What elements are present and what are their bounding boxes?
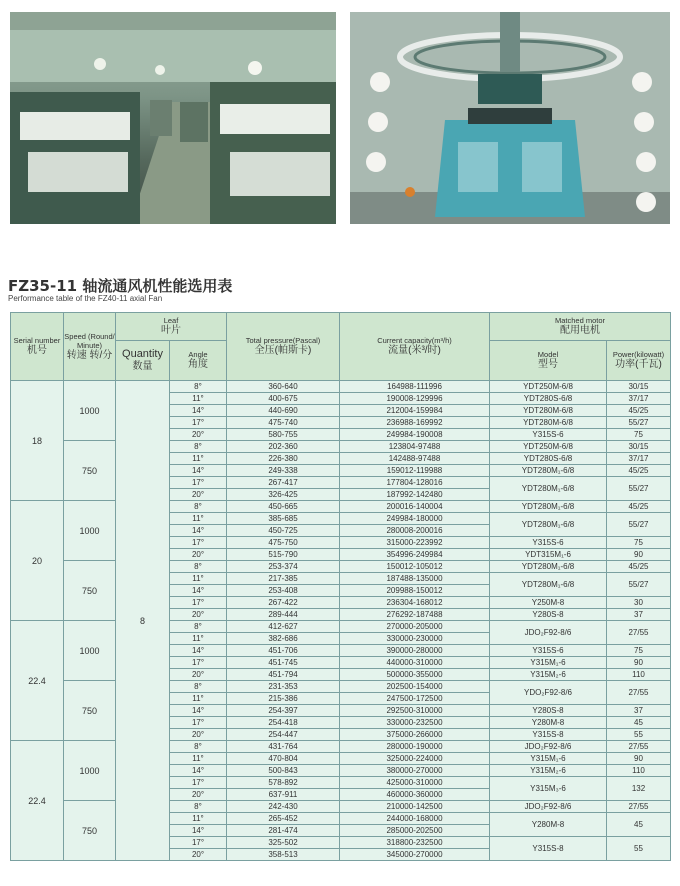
motor-power-cell: 55/27 [607,513,671,537]
pressure-cell: 515-790 [227,549,340,561]
angle-cell: 8° [170,741,227,753]
motor-model-cell: YDT280S-6/8 [490,393,607,405]
capacity-cell: 202500-154000 [340,681,490,693]
motor-model-cell: YDT280M-6/8 [490,405,607,417]
pressure-cell: 450-665 [227,501,340,513]
angle-cell: 17° [170,597,227,609]
motor-model-cell: YDO₂F92-8/6 [490,681,607,705]
capacity-cell: 142488-97488 [340,453,490,465]
motor-power-cell: 45/25 [607,465,671,477]
pressure-cell: 253-374 [227,561,340,573]
speed-cell: 750 [64,681,116,741]
motor-model-cell: Y315M₂-6 [490,765,607,777]
motor-power-cell: 75 [607,645,671,657]
motor-power-cell: 110 [607,669,671,681]
capacity-cell: 375000-266000 [340,729,490,741]
motor-model-cell: JDO₂F92-8/6 [490,741,607,753]
header-leaf [116,313,227,341]
pressure-cell: 267-417 [227,477,340,489]
angle-cell: 20° [170,729,227,741]
motor-power-cell: 37/17 [607,453,671,465]
motor-model-cell: YDT280M₁-6/8 [490,513,607,537]
pressure-cell: 470-804 [227,753,340,765]
capacity-cell: 247500-172500 [340,693,490,705]
motor-model-cell: Y315M₂-6 [490,669,607,681]
angle-cell: 11° [170,513,227,525]
capacity-cell: 210000-142500 [340,801,490,813]
motor-power-cell: 75 [607,537,671,549]
capacity-cell: 500000-355000 [340,669,490,681]
motor-power-cell: 45 [607,717,671,729]
header-pressure-en: Total pressure(Pascal) [245,336,321,345]
motor-power-cell: 37 [607,609,671,621]
motor-power-cell: 55 [607,837,671,861]
pressure-cell: 475-740 [227,417,340,429]
header-capacity [340,313,490,381]
pressure-cell: 358-513 [227,849,340,861]
pressure-cell: 326-425 [227,489,340,501]
motor-power-cell: 90 [607,549,671,561]
capacity-cell: 159012-119988 [340,465,490,477]
angle-cell: 14° [170,825,227,837]
motor-power-cell: 27/55 [607,801,671,813]
header-quantity-cn: 数量 [132,361,153,373]
header-speed-cn: 转速 转/分 [66,349,113,361]
pressure-cell: 281-474 [227,825,340,837]
motor-model-cell: YDT315M₁-6 [490,549,607,561]
motor-model-cell: Y315M₃-6 [490,777,607,801]
header-serial-number [11,313,64,381]
capacity-cell: 276292-187488 [340,609,490,621]
pressure-cell: 253-408 [227,585,340,597]
motor-power-cell: 27/55 [607,741,671,753]
angle-cell: 11° [170,453,227,465]
capacity-cell: 270000-205000 [340,621,490,633]
motor-model-cell: Y315M₁-6 [490,657,607,669]
header-power [607,341,671,381]
pressure-cell: 254-418 [227,717,340,729]
pressure-cell: 289-444 [227,609,340,621]
angle-cell: 8° [170,381,227,393]
motor-model-cell: Y315S-8 [490,729,607,741]
angle-cell: 8° [170,561,227,573]
table-subtitle: Performance table of the FZ40-11 axial Fan [8,294,163,303]
table-row [11,501,671,513]
motor-power-cell: 45/25 [607,405,671,417]
pressure-cell: 451-794 [227,669,340,681]
pressure-cell: 215-386 [227,693,340,705]
pressure-cell: 580-755 [227,429,340,441]
motor-power-cell: 55 [607,729,671,741]
motor-model-cell: Y315S-6 [490,537,607,549]
capacity-cell: 212004-159984 [340,405,490,417]
pressure-cell: 451-706 [227,645,340,657]
header-total-pressure [227,313,340,381]
capacity-cell: 390000-280000 [340,645,490,657]
motor-model-cell: JDO₂F92-8/6 [490,621,607,645]
motor-power-cell: 55/27 [607,477,671,501]
motor-model-cell: YDT280M₁-6/8 [490,465,607,477]
angle-cell: 17° [170,777,227,789]
motor-power-cell: 27/55 [607,681,671,705]
motor-power-cell: 45/25 [607,561,671,573]
header-power-en: Power(kilowatt) [612,350,665,359]
capacity-cell: 177804-128016 [340,477,490,489]
table-row [11,441,671,453]
capacity-cell: 285000-202500 [340,825,490,837]
motor-power-cell: 110 [607,765,671,777]
motor-power-cell: 90 [607,657,671,669]
pressure-cell: 637-911 [227,789,340,801]
motor-power-cell: 30/15 [607,381,671,393]
header-motor-cn: 配用电机 [560,325,600,336]
pressure-cell: 412-627 [227,621,340,633]
capacity-cell: 249984-190008 [340,429,490,441]
table-row [11,741,671,753]
motor-power-cell: 37/17 [607,393,671,405]
capacity-cell: 187992-142480 [340,489,490,501]
motor-model-cell: Y315S-6 [490,645,607,657]
quantity-cell: 8 [116,381,170,861]
capacity-cell: 123804-97488 [340,441,490,453]
angle-cell: 14° [170,585,227,597]
capacity-cell: 209988-150012 [340,585,490,597]
capacity-cell: 325000-224000 [340,753,490,765]
angle-cell: 17° [170,417,227,429]
header-model [490,341,607,381]
pressure-cell: 450-725 [227,525,340,537]
capacity-cell: 244000-168000 [340,813,490,825]
capacity-cell: 292500-310000 [340,705,490,717]
motor-power-cell: 55/27 [607,573,671,597]
angle-cell: 20° [170,429,227,441]
speed-cell: 1000 [64,741,116,801]
serial-number-cell: 18 [11,381,64,501]
motor-power-cell: 45/25 [607,501,671,513]
motor-model-cell: Y315S-8 [490,837,607,861]
header-leaf-cn: 叶片 [161,325,181,336]
angle-cell: 17° [170,657,227,669]
capacity-cell: 425000-310000 [340,777,490,789]
header-capacity-cn: 流量(米³/时) [388,345,441,356]
motor-model-cell: Y315M₁-6 [490,753,607,765]
header-matched-motor [490,313,671,341]
header-speed-en: Speed (Round/ Minute) [64,331,115,350]
pressure-cell: 254-397 [227,705,340,717]
header-serial-cn: 机号 [27,345,47,356]
angle-cell: 11° [170,813,227,825]
angle-cell: 11° [170,693,227,705]
speed-cell: 1000 [64,381,116,441]
motor-model-cell: YDT280M₁-6/8 [490,477,607,501]
capacity-cell: 236988-169992 [340,417,490,429]
speed-cell: 1000 [64,621,116,681]
motor-power-cell: 55/27 [607,417,671,429]
pressure-cell: 400-675 [227,393,340,405]
table-row [11,681,671,693]
motor-power-cell: 30 [607,597,671,609]
capacity-cell: 440000-310000 [340,657,490,669]
pressure-cell: 578-892 [227,777,340,789]
header-leaf-en: Leaf [163,316,179,325]
knitting-machine-illustration [350,12,670,224]
pressure-cell: 325-502 [227,837,340,849]
motor-power-cell: 132 [607,777,671,801]
motor-model-cell: Y250M-8 [490,597,607,609]
capacity-cell: 318800-232500 [340,837,490,849]
angle-cell: 11° [170,573,227,585]
angle-cell: 14° [170,525,227,537]
pressure-cell: 265-452 [227,813,340,825]
capacity-cell: 249984-180000 [340,513,490,525]
angle-cell: 11° [170,633,227,645]
motor-model-cell: Y315S-6 [490,429,607,441]
pressure-cell: 231-353 [227,681,340,693]
table-row [11,381,671,393]
header-angle [170,341,227,381]
angle-cell: 11° [170,393,227,405]
angle-cell: 20° [170,489,227,501]
angle-cell: 17° [170,717,227,729]
weaving-workshop-photo [10,12,336,224]
serial-number-cell: 22.4 [11,741,64,861]
capacity-cell: 187488-135000 [340,573,490,585]
pressure-cell: 440-690 [227,405,340,417]
motor-model-cell: YDT280M₁-6/8 [490,561,607,573]
motor-model-cell: Y280M-8 [490,813,607,837]
motor-model-cell: YDT280M₁-6/8 [490,501,607,513]
angle-cell: 17° [170,477,227,489]
angle-cell: 8° [170,441,227,453]
angle-cell: 8° [170,681,227,693]
header-speed [64,313,116,381]
capacity-cell: 164988-111996 [340,381,490,393]
angle-cell: 8° [170,501,227,513]
weaving-workshop-illustration [10,12,336,224]
motor-model-cell: YDT280M-6/8 [490,417,607,429]
motor-model-cell: YDT250M-6/8 [490,441,607,453]
header-angle-cn: 角度 [188,359,208,370]
motor-power-cell: 37 [607,705,671,717]
angle-cell: 20° [170,609,227,621]
header-quantity-en: Quantity [122,347,163,360]
header-capacity-en: Current capacity(m³/h) [377,336,452,345]
capacity-cell: 380000-270000 [340,765,490,777]
speed-cell: 750 [64,441,116,501]
angle-cell: 17° [170,537,227,549]
header-pressure-cn: 全压(帕斯卡) [254,345,312,356]
angle-cell: 14° [170,465,227,477]
header-quantity [116,341,170,381]
pressure-cell: 475-750 [227,537,340,549]
pressure-cell: 217-385 [227,573,340,585]
motor-model-cell: YDT250M-6/8 [490,381,607,393]
pressure-cell: 500-843 [227,765,340,777]
motor-power-cell: 45 [607,813,671,837]
motor-model-cell: YDT280M₁-6/8 [490,573,607,597]
speed-cell: 750 [64,561,116,621]
header-model-en: Model [537,350,559,359]
capacity-cell: 315000-223992 [340,537,490,549]
motor-model-cell: JDO₂F92-8/6 [490,801,607,813]
capacity-cell: 330000-230000 [340,633,490,645]
motor-model-cell: Y280S-8 [490,705,607,717]
header-motor-en: Matched motor [554,316,606,325]
capacity-cell: 345000-270000 [340,849,490,861]
angle-cell: 14° [170,405,227,417]
header-model-cn: 型号 [538,359,558,370]
pressure-cell: 242-430 [227,801,340,813]
serial-number-cell: 20 [11,501,64,621]
table-row [11,801,671,813]
motor-power-cell: 27/55 [607,621,671,645]
pressure-cell: 360-640 [227,381,340,393]
angle-cell: 14° [170,645,227,657]
motor-model-cell: Y280S-8 [490,609,607,621]
angle-cell: 20° [170,849,227,861]
angle-cell: 20° [170,789,227,801]
pressure-cell: 249-338 [227,465,340,477]
capacity-cell: 354996-249984 [340,549,490,561]
pressure-cell: 267-422 [227,597,340,609]
motor-power-cell: 30/15 [607,441,671,453]
angle-cell: 20° [170,549,227,561]
performance-table-container [10,312,670,861]
capacity-cell: 280000-190000 [340,741,490,753]
capacity-cell: 330000-232500 [340,717,490,729]
motor-model-cell: YDT280S-6/8 [490,453,607,465]
circular-knitting-machine-photo [350,12,670,224]
header-serial-en: Serial number [13,336,61,345]
table-title: FZ35-11 轴流通风机性能选用表 [8,277,233,295]
table-row [11,561,671,573]
pressure-cell: 382-686 [227,633,340,645]
angle-cell: 20° [170,669,227,681]
pressure-cell: 431-764 [227,741,340,753]
performance-table [10,312,671,861]
motor-model-cell: Y280M-8 [490,717,607,729]
capacity-cell: 280008-200016 [340,525,490,537]
header-power-cn: 功率(千瓦) [615,359,662,370]
angle-cell: 14° [170,765,227,777]
angle-cell: 11° [170,753,227,765]
speed-cell: 1000 [64,501,116,561]
serial-number-cell: 22.4 [11,621,64,741]
angle-cell: 8° [170,801,227,813]
pressure-cell: 226-380 [227,453,340,465]
pressure-cell: 202-360 [227,441,340,453]
capacity-cell: 150012-105012 [340,561,490,573]
angle-cell: 14° [170,705,227,717]
motor-power-cell: 90 [607,753,671,765]
table-row [11,621,671,633]
speed-cell: 750 [64,801,116,861]
pressure-cell: 451-745 [227,657,340,669]
pressure-cell: 254-447 [227,729,340,741]
capacity-cell: 460000-360000 [340,789,490,801]
table-body [11,381,671,861]
angle-cell: 8° [170,621,227,633]
motor-power-cell: 75 [607,429,671,441]
capacity-cell: 190008-129996 [340,393,490,405]
capacity-cell: 236304-168012 [340,597,490,609]
capacity-cell: 200016-140004 [340,501,490,513]
pressure-cell: 385-685 [227,513,340,525]
header-angle-en: Angle [188,350,208,359]
angle-cell: 17° [170,837,227,849]
